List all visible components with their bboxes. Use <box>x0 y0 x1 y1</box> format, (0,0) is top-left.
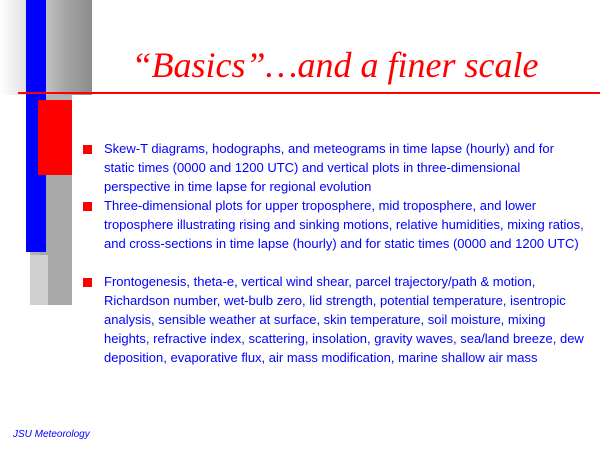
bullet-marker <box>83 278 92 287</box>
footer-label: JSU Meteorology <box>13 429 90 440</box>
bullet-item: Frontogenesis, theta-e, vertical wind shear, parcel trajectory/path & motion, Richardson number, wet-bulb zero, lid strength, potential temperature, isentropic analysis, sensible weather at surface, skin temperature, soil moisture, mixing heights, refractive index, scattering, insolation, gravity waves, sea/land breeze, dew deposition, evaporative flux, air mass modification, marine shallow air mass <box>104 274 584 365</box>
bullet-item: Skew-T diagrams, hodographs, and meteograms in time lapse (hourly) and for static times (0000 and 1200 UTC) and vertical plots in three-dimensional perspective in time lapse for regional evolution <box>104 141 554 194</box>
bullet-item: Three-dimensional plots for upper troposphere, mid troposphere, and lower troposphere illustrating rising and sinking motions, relative humidities, mixing ratios, and cross-sections in time lapse (hourly) and for static times (0000 and 1200 UTC) <box>104 198 584 251</box>
bullet-marker <box>83 202 92 211</box>
bullet-marker <box>83 145 92 154</box>
slide-title: “Basics”…and a finer scale <box>131 45 539 85</box>
